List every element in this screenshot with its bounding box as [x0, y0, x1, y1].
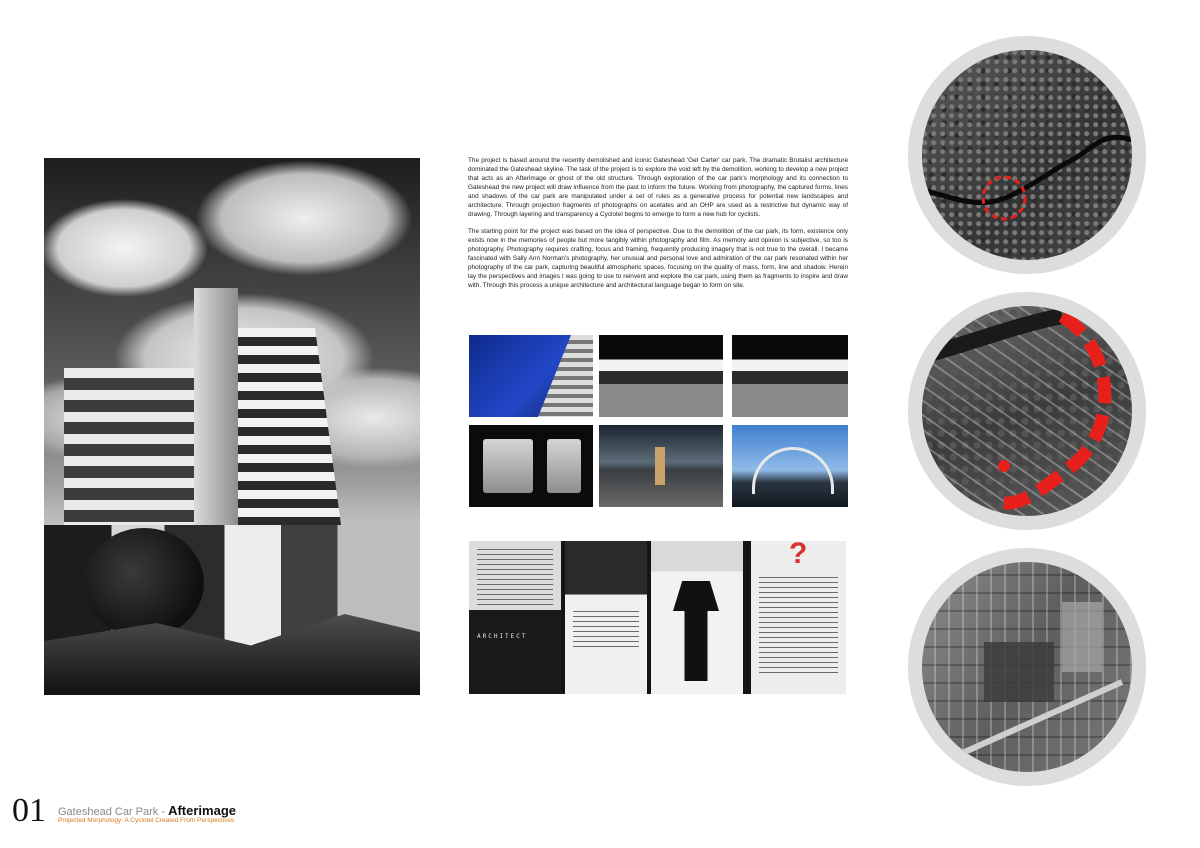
hero-photo-car-park [44, 158, 420, 695]
photo-deck-shadow-1 [599, 335, 723, 417]
zine-perspective [565, 541, 647, 694]
sheet-title [58, 803, 236, 818]
zine-figure-silhouette [673, 581, 719, 681]
map-site-marker [998, 460, 1010, 472]
map-river-overlay [922, 50, 1132, 260]
photo-column [655, 447, 665, 485]
map-district-overlay [922, 306, 1132, 516]
zine-architect-label: ARCHITECT [477, 633, 528, 640]
photo-underdeck-column [599, 425, 723, 507]
page-number: 01 [12, 792, 46, 829]
map-site-overlay [922, 562, 1132, 772]
zine-figure [651, 541, 743, 694]
zine-architect [469, 541, 561, 694]
map-route-dashed [992, 316, 1105, 503]
map-district-aerial [922, 306, 1132, 516]
title-separator: - [161, 806, 166, 818]
description-paragraph-2: The starting point for the project was based on the idea of perspective. Due to the demolition of the car park, its form, existence only exists now in the memories of people but more tangibly within photography and film. As memory and opinion is subjective, so too is photography. Photography requires crafting, focus and framing, frequently producing imagery that is not true to the overall. I became fascinated with Sally Ann Norman's photography, her unusual and personal love and admiration of the car park resonated within her photography of the car park, capturing beautiful atmospheric spaces, focusing on the quality of mass, form, line and shadow. Herein lay the perspectives and images I was going to use to reinvent and explore the car park, using them as fragments to inspire and draw with. Through this process a unique architecture and architectural language began to form on site. [468, 228, 848, 289]
photo-bridge-arc [752, 447, 834, 494]
project-place: Gateshead Car Park [58, 806, 159, 818]
zine-text-columns [759, 577, 838, 677]
project-description [468, 156, 848, 298]
map-site-aerial [922, 562, 1132, 772]
photo-window-frames [469, 425, 593, 507]
photo-deck-shadow-2 [732, 335, 848, 417]
zines-collage [469, 541, 846, 694]
photo-millennium-bridge [732, 425, 848, 507]
zine-question [751, 541, 846, 694]
map-site-close [908, 548, 1146, 786]
project-name: Afterimage [168, 803, 236, 818]
photo-blue-sky-beam [469, 335, 593, 417]
map-city-aerial [922, 50, 1132, 260]
photo-window-right [547, 439, 581, 493]
description-paragraph-1: The project is based around the recently demolished and iconic Gateshead 'Get Carter' car park. The dramatic Brutalist architecture dominated the Gateshead skyline. The task of the project is to explore the void left by the demolition, working to develop a new project that acts as an Afterimage or ghost of the old structure. Through exploration of the car park's morphology and its connection to Gateshead the new project will draw influence from the past to inform the future. Working from photography, the captured forms, lines and shadows of the car park are manipulated under a set of rules as a generative process for potential new landscapes and architecture. Through projection fragments of photographs on acetates and an OHP are used as a restrictive but dynamic way of drawing. Through layering and transparency a Cyclotel begins to emerge to form a new hub for cyclists. [468, 157, 848, 218]
zine-question-mark: ? [789, 541, 808, 570]
sheet-subtitle: Projected Morphology: A Cyclotel Created From Perspectives [58, 817, 235, 824]
zine-text-lines [477, 549, 553, 609]
map-city-overview [908, 36, 1146, 274]
hero-tree [84, 528, 204, 638]
photo-concrete-beam [538, 335, 593, 417]
photo-window-left [483, 439, 533, 493]
map-district [908, 292, 1146, 530]
zine-grid-lines [573, 611, 639, 651]
